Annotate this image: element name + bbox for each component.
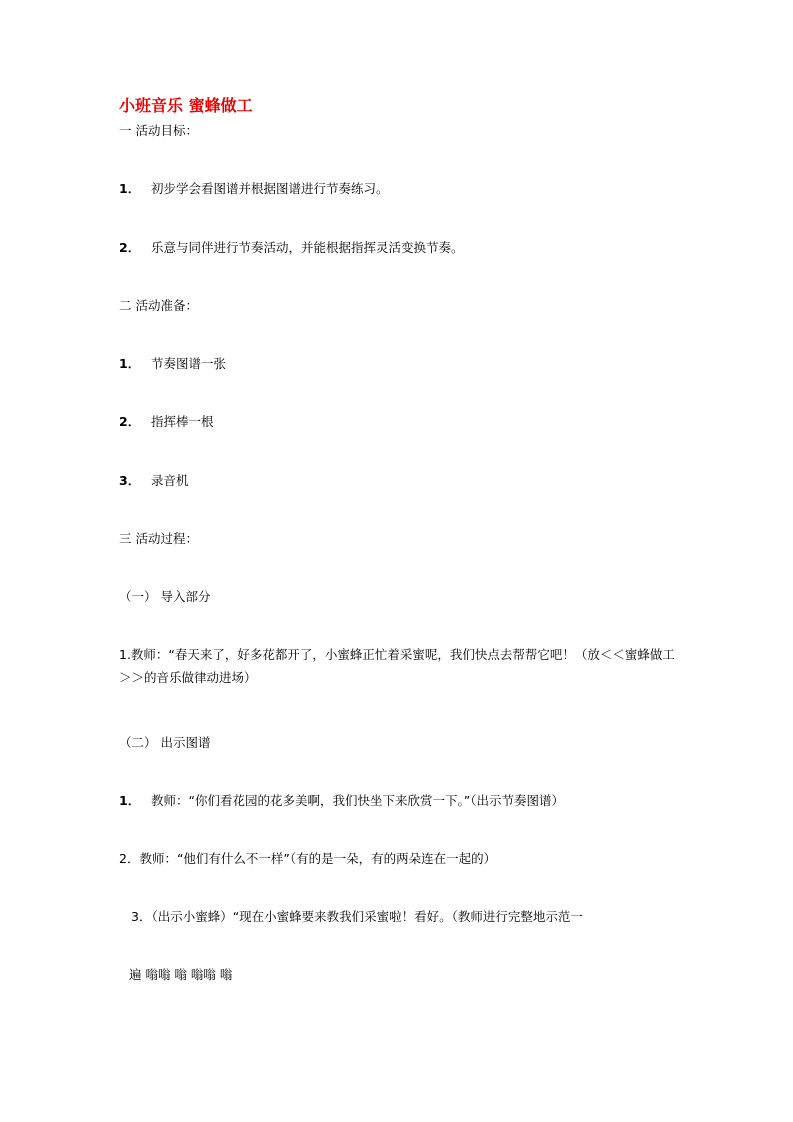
material-text: 指挥棒一根 <box>151 414 214 429</box>
section-heading-goals: 一 活动目标： <box>119 123 198 138</box>
material-text: 录音机 <box>151 473 189 488</box>
goal-number: 2． <box>119 240 141 255</box>
part-heading-intro: （一） 导入部分 <box>119 589 211 604</box>
goal-text: 乐意与同伴进行节奏活动，并能根据指挥灵活变换节奏。 <box>151 240 464 255</box>
part-heading-show-chart: （二） 出示图谱 <box>119 735 211 750</box>
goal-item-1 <box>119 180 389 198</box>
material-number: 2． <box>119 414 141 429</box>
step-item-1 <box>119 792 564 810</box>
document-title: 小班音乐 蜜蜂做工 <box>119 96 253 115</box>
material-item-3 <box>119 472 189 490</box>
material-text: 节奏图谱一张 <box>151 356 227 371</box>
step-item-2: 2．教师：“他们有什么不一样”（有的是一朵，有的两朵连在一起的） <box>119 851 497 866</box>
step-text: 教师：“你们看花园的花多美啊，我们快坐下来欣赏一下。”（出示节奏图谱） <box>151 793 564 808</box>
goal-text: 初步学会看图谱并根据图谱进行节奏练习。 <box>151 181 389 196</box>
intro-paragraph: 1.教师：“春天来了，好多花都开了，小蜜蜂正忙着采蜜呢，我们快点去帮帮它吧！（放＜＜蜜蜂做工＞＞的音乐做律动进场） <box>119 647 675 685</box>
section-heading-process: 三 活动过程： <box>119 531 198 546</box>
material-item-1 <box>119 355 226 373</box>
goal-item-2 <box>119 239 464 257</box>
section-heading-preparation: 二 活动准备： <box>119 298 198 313</box>
step-item-3-continuation: 遍 嗡嗡 嗡 嗡嗡 嗡 <box>129 967 233 982</box>
step-number: 1． <box>119 793 141 808</box>
material-number: 3． <box>119 473 141 488</box>
goal-number: 1． <box>119 181 141 196</box>
step-item-3: 3．（出示小蜜蜂）“现在小蜜蜂要来教我们采蜜啦！看好。（教师进行完整地示范一 <box>131 909 583 924</box>
material-item-2 <box>119 413 214 431</box>
material-number: 1． <box>119 356 141 371</box>
